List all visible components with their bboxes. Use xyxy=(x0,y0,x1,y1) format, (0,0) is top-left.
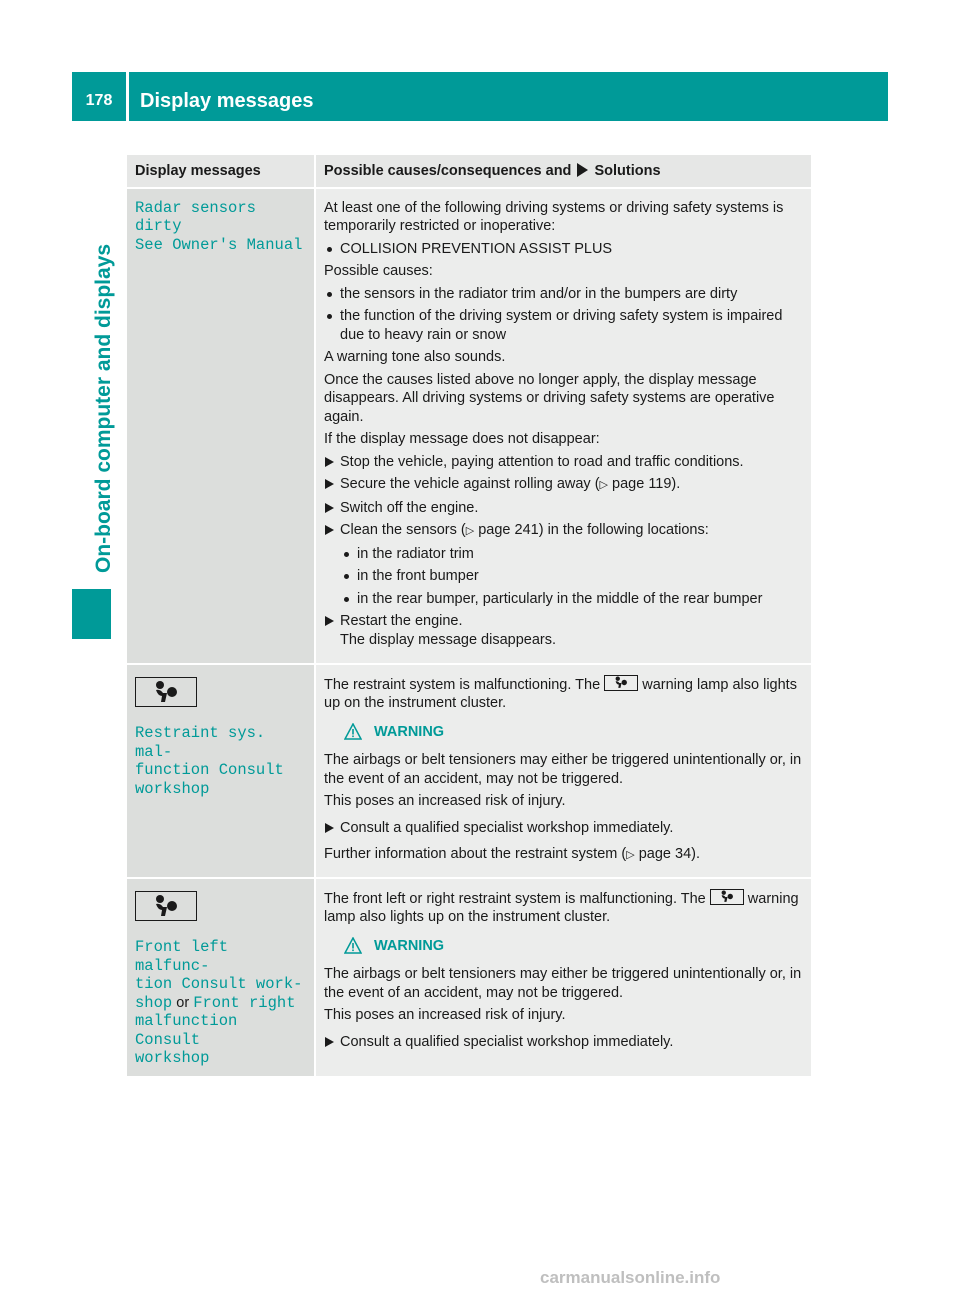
warning-triangle-icon xyxy=(344,937,362,954)
action-step xyxy=(324,521,803,541)
intro-post: warning lamp also lights up on the instrument cluster. xyxy=(324,890,799,925)
airbag-warning-lamp-icon xyxy=(604,675,638,691)
list-item: COLLISION PREVENTION ASSIST PLUS xyxy=(324,240,803,259)
action-step: Consult a qualified specialist workshop immediately. xyxy=(324,1033,803,1052)
side-tab-marker xyxy=(72,589,111,639)
airbag-warning-lamp-icon xyxy=(135,891,197,921)
warning-text: The airbags or belt tensioners may either be triggered unintentionally or, in the event of an accident, may not be triggered. xyxy=(324,752,802,787)
once-text: Once the causes listed above no longer apply, the display message disappears. All driving systems or driving safety systems are operative again. xyxy=(324,371,775,425)
message-line: Radar sensors dirty xyxy=(135,198,256,235)
watermark: carmanualsonline.info xyxy=(540,1268,721,1287)
risk-text: This poses an increased risk of injury. xyxy=(324,793,566,809)
message-part: shop xyxy=(135,993,173,1012)
step-text: Secure the vehicle against rolling away ( xyxy=(340,476,600,492)
page-ref-link[interactable]: page 119). xyxy=(608,476,681,492)
step-result: The display message disappears. xyxy=(340,631,557,648)
warning-heading xyxy=(344,937,803,956)
warning-heading xyxy=(344,723,803,742)
page-ref-link[interactable]: page 241) in the following locations: xyxy=(474,522,709,538)
list-item: the sensors in the radiator trim and/or in the bumpers are dirty xyxy=(324,285,803,304)
side-tab-label: On-board computer and displays xyxy=(92,243,115,573)
table-header-row xyxy=(127,155,811,188)
further-info xyxy=(324,845,803,865)
list-item: in the front bumper xyxy=(324,567,803,586)
col2-header-suffix: Solutions xyxy=(594,163,661,179)
message-line: workshop xyxy=(135,779,210,798)
or-text: or xyxy=(176,994,190,1011)
solution-cell xyxy=(315,188,811,664)
risk-text: This poses an increased risk of injury. xyxy=(324,1007,566,1023)
intro-text xyxy=(324,675,803,713)
list-item: the function of the driving system or driving safety system is impaired due to heavy rain or snow xyxy=(324,307,803,344)
page-title: Display messages xyxy=(140,90,314,112)
message-part: Front right xyxy=(193,993,296,1012)
col2-header-prefix: Possible causes/consequences and xyxy=(324,163,572,179)
message-line: workshop xyxy=(135,1049,210,1067)
message-line: Restraint sys. mal‐ xyxy=(135,724,266,761)
message-line xyxy=(135,994,306,1013)
message-line: tion Consult work‐ xyxy=(135,975,303,993)
header-divider xyxy=(126,72,129,121)
airbag-warning-lamp-icon xyxy=(710,889,744,905)
page-number: 178 xyxy=(85,92,113,109)
message-line: Front left malfunc‐ xyxy=(135,938,229,975)
intro-text xyxy=(324,889,803,927)
warning-label: WARNING xyxy=(374,937,445,954)
message-line: See Owner's Manual xyxy=(135,235,303,254)
intro-post: warning lamp also lights up on the instrument cluster. xyxy=(324,676,797,711)
page-ref-icon: ▷ xyxy=(599,479,608,491)
action-step: Switch off the engine. xyxy=(324,499,803,518)
further-pre: Further information about the restraint system ( xyxy=(324,846,627,862)
step-text: Restart the engine. xyxy=(340,613,463,629)
intro-text: At least one of the following driving systems or driving safety systems is temporarily restricted or inoperative: xyxy=(324,199,784,234)
message-cell xyxy=(127,878,315,1077)
tone-text: A warning tone also sounds. xyxy=(324,349,506,365)
warning-text: The airbags or belt tensioners may either be triggered unintentionally or, in the event of an accident, may not be triggered. xyxy=(324,966,802,1001)
action-step: Stop the vehicle, paying attention to road and traffic conditions. xyxy=(324,453,803,472)
solution-cell xyxy=(315,878,811,1077)
causes-label: Possible causes: xyxy=(324,263,433,279)
table-row xyxy=(127,878,811,1077)
message-cell xyxy=(127,664,315,878)
list-item: in the rear bumper, particularly in the middle of the rear bumper xyxy=(324,590,803,609)
message-cell xyxy=(127,188,315,664)
page-ref-icon: ▷ xyxy=(465,525,475,537)
message-line: malfunction Consult xyxy=(135,1012,238,1049)
solution-cell xyxy=(315,664,811,878)
airbag-warning-lamp-icon xyxy=(135,677,197,707)
col2-header xyxy=(315,155,811,188)
action-step xyxy=(324,475,803,495)
page-ref-icon: ▷ xyxy=(626,849,635,861)
warning-label: WARNING xyxy=(374,723,445,740)
action-step: Consult a qualified specialist workshop immediately. xyxy=(324,819,803,838)
if-not-text: If the display message does not disappear: xyxy=(324,431,600,447)
list-item: in the radiator trim xyxy=(324,545,803,564)
display-messages-table xyxy=(127,155,811,1078)
step-text: Clean the sensors ( xyxy=(340,522,466,538)
intro-pre: The restraint system is malfunctioning. The xyxy=(324,676,601,693)
intro-pre: The front left or right restraint system is malfunctioning. The xyxy=(324,890,706,907)
solution-arrow-icon xyxy=(577,163,588,177)
warning-triangle-icon xyxy=(344,723,362,740)
message-line: function Consult xyxy=(135,761,284,779)
page-ref-link[interactable]: page 34). xyxy=(634,846,700,862)
action-step xyxy=(324,612,803,649)
table-row xyxy=(127,664,811,878)
col1-header: Display messages xyxy=(127,155,315,188)
table-row xyxy=(127,188,811,664)
